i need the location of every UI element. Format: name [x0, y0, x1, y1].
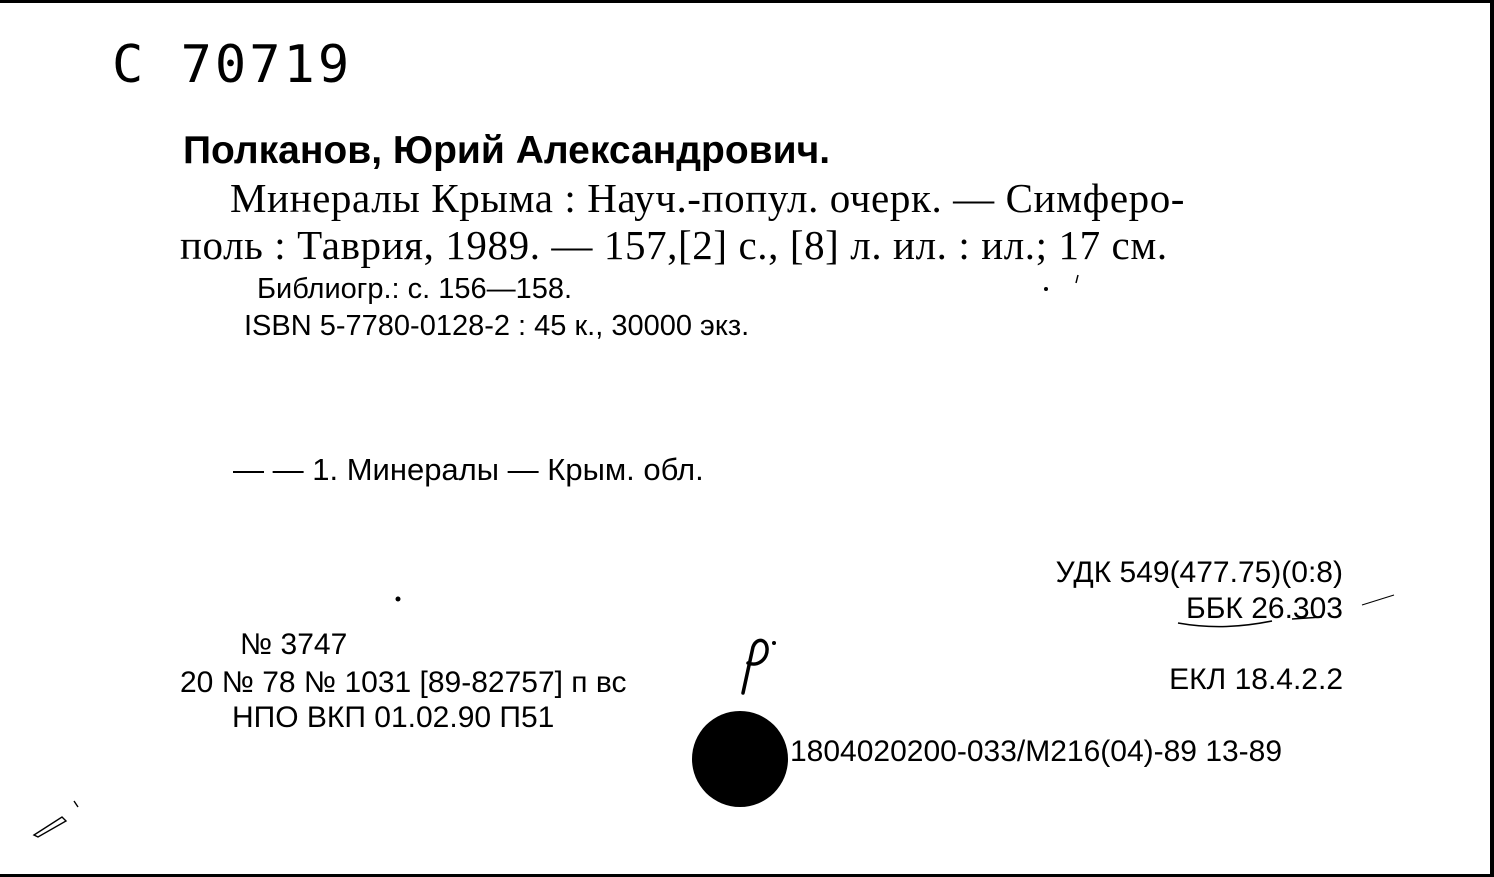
npo-line: НПО ВКП 01.02.90 П51 [232, 701, 555, 734]
ink-specks [1040, 265, 1090, 295]
order-line: 20 № 78 № 1031 [89-82757] п вс [180, 666, 627, 699]
publisher-code-line: 1804020200-033/М216(04)-89 13-89 [790, 735, 1283, 768]
punch-hole [692, 711, 788, 807]
pencil-sketch-icon [28, 793, 88, 843]
record-number: № 3747 [240, 628, 348, 661]
pencil-stroke [1360, 589, 1400, 609]
isbn-line: ISBN 5-7780-0128-2 : 45 к., 30000 экз. [244, 310, 750, 342]
subject-line: — — 1. Минералы — Крым. обл. [233, 452, 704, 487]
bibliography-note: Библиогр.: с. 156—158. [257, 273, 573, 305]
shelf-mark: С 70719 [112, 35, 353, 95]
title-line-1: Минералы Крыма : Науч.-попул. очерк. — Симферо- [230, 175, 1186, 221]
bbk-code: ББК 26.303 [1186, 592, 1343, 625]
title-line-2: поль : Таврия, 1989. — 157,[2] с., [8] л. ил. : ил.; 17 см. [180, 222, 1168, 268]
udk-code: УДК 549(477.75)(0:8) [1055, 556, 1343, 589]
ink-dot [392, 593, 404, 605]
handwritten-mark-icon [733, 635, 783, 697]
ekl-code: ЕКЛ 18.4.2.2 [1169, 663, 1343, 696]
author-heading: Полканов, Юрий Александрович. [183, 129, 831, 172]
underline-scribble [1172, 605, 1362, 631]
